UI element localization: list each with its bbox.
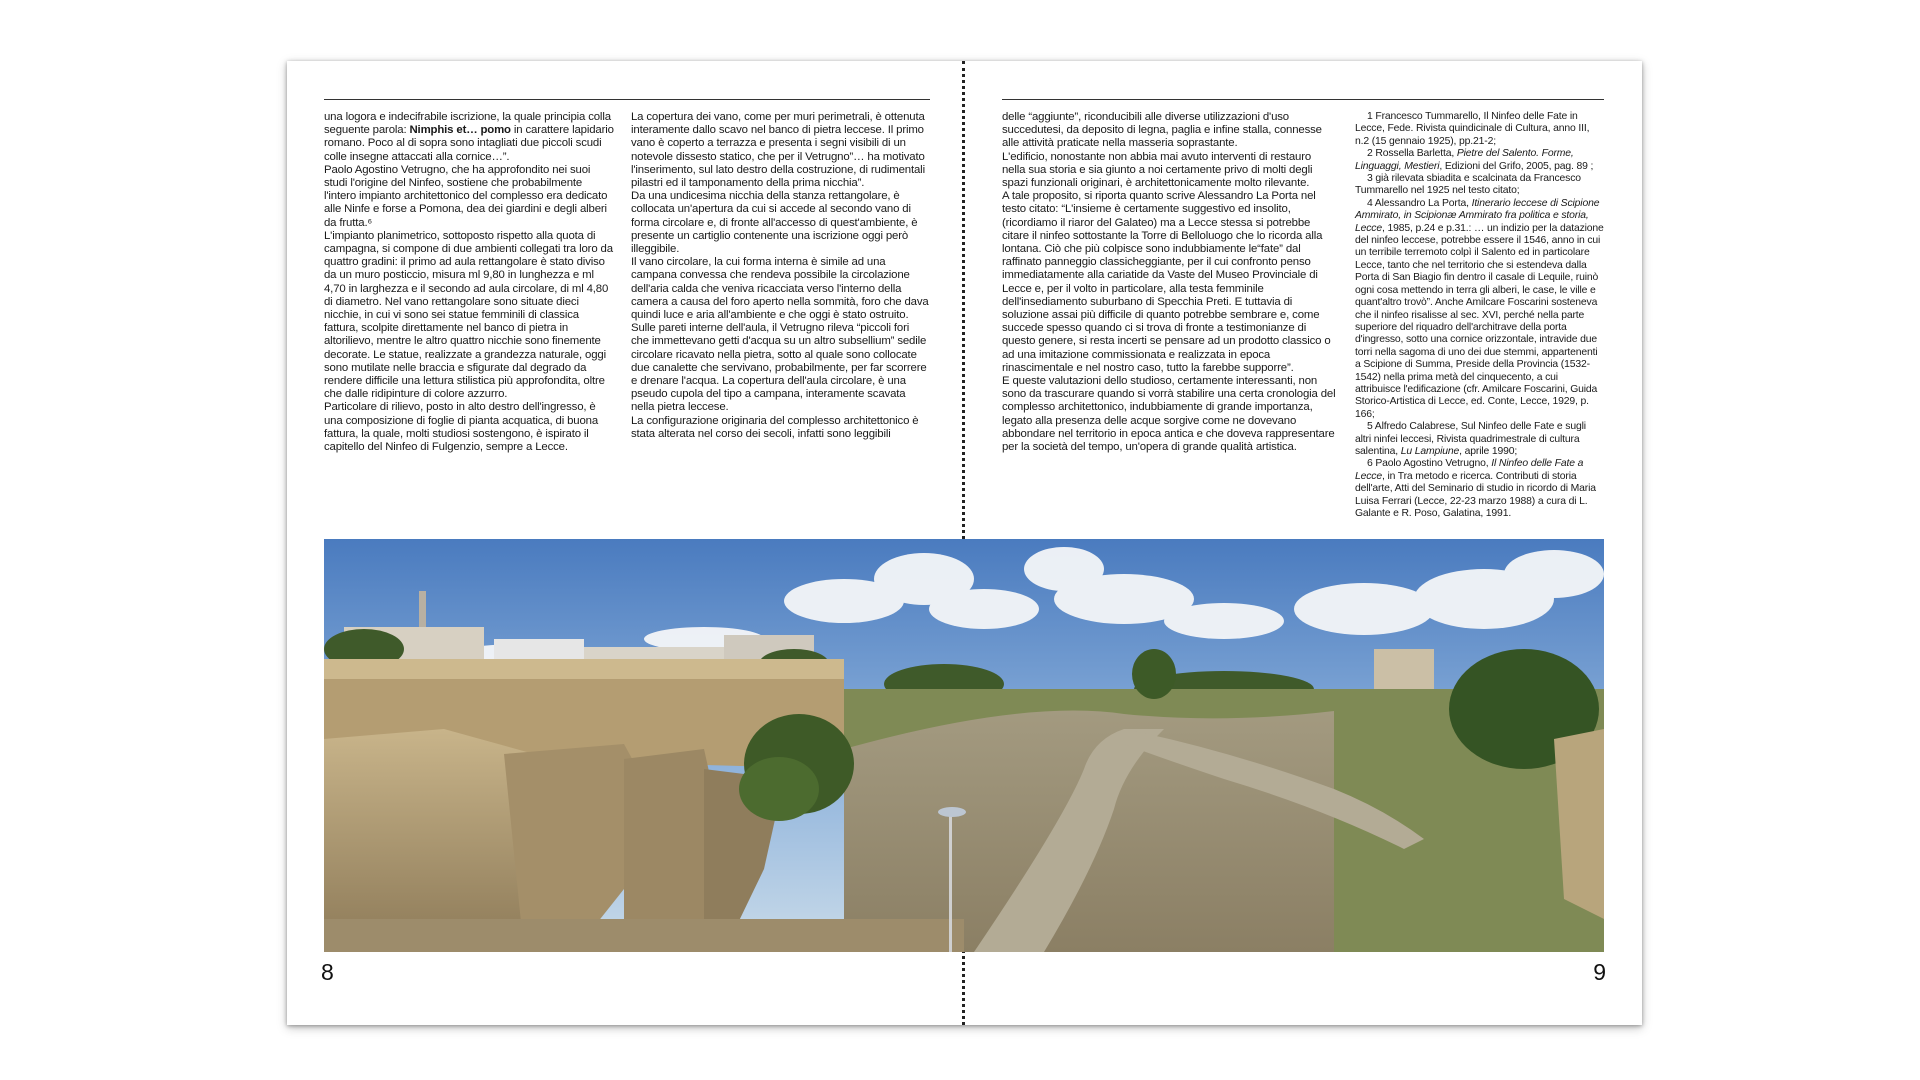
italic-title: Itinerario leccese di Scipione Ammirato, in Scipionæ Ammirato fra politica e storia, Lecce (1355, 197, 1600, 234)
footnote: 3 già rilevata sbiadita e scalcinata da Francesco Tummarello nel 1925 nel testo citato; (1355, 173, 1581, 197)
paragraph (324, 111, 616, 164)
footnote (1355, 148, 1604, 173)
text-run: , Edizioni del Grifo, 2005, pag. 89 ; (1439, 160, 1594, 172)
footnote (1355, 421, 1604, 458)
italic-title: Lu Lampiune (1400, 445, 1460, 457)
paragraph: La copertura dei vano, come per muri perimetrali, è ottenuta interamente dallo scavo nel banco di pietra leccese. Il primo vano è coperto a terrazza e presenta i segni visibili di un notevole dissesto statico, che per il Vetrugno”… ha motivato l'inserimento, sul lato destro della costruzione, di rudimentali pilastri ed il tamponamento della prima nicchia”. (631, 111, 925, 190)
italic-title: Il Ninfeo delle Fate a Lecce (1355, 458, 1584, 482)
page-number-left: 8 (321, 959, 334, 985)
text-run: , 1985, p.24 e p.31.: … un indizio per la datazione del ninfeo leccese, potrebbe essere il 1546, anno in cui un terribile terremoto colpì il Salento ed in particolare Lecce, tanto che nel territorio che si estendeva dalla Porta di San Biagio fin dentro il casale di Lequile, ruinò ogni cosa mettendo in terra gli alberi, le case, le ville e quant'altro trovò”. Anche Amilcare Foscarini sosteneva che il ninfeo risalisse al sec. XVI, perché nella parte superiore del riquadro dell'architrave della porta d'ingresso, sotto una cornice orizzontale, intravide due torri nella sagoma di uno dei due stemmi, appartenenti a Scipione di Summa, Preside della Provincia (1532-1542) nella prima metà del cinquecento, a cui attribuisce l'edificazione (cfr. Amilcare Foscarini, Guida Storico-Artistica di Lecce, ed. Conte, Lecce, 1929, p. 166; (1355, 222, 1604, 420)
paragraph: Paolo Agostino Vetrugno, che ha approfondito nei suoi studi l'origine del Ninfeo, sostiene che probabilmente l'intero impianto architettonico del complesso era dedicato alle Ninfe e forse a Pomona, dea dei giardini e degli alberi da frutta.⁶ (324, 163, 608, 229)
footnote (1355, 198, 1604, 421)
paragraph: Particolare di rilievo, posto in alto destro dell'ingresso, è una composizione di foglie di pianta acquatica, di buona fattura, la quale, molti studiosi sostengono, è ispirato il capitello del Ninfeo di Fulgenzio, sempre a Lecce. (324, 401, 599, 454)
footnote: 1 Francesco Tummarello, Il Ninfeo delle Fate in Lecce, Fede. Rivista quindicinale di Cultura, anno III, n.2 (15 gennaio 1925), pp.21-2; (1355, 111, 1590, 147)
text-column-1 (324, 111, 616, 454)
footnote (1355, 458, 1604, 520)
paragraph: A tale proposito, si riporta quanto scrive Alessandro La Porta nel testo citato: “L'insieme è certamente suggestivo ed insolito, (ricordiamo il riaror del Galateo) ma a Lecce stessa si potrebbe citare il ninfeo sottostante la Torre di Belloluogo che lo ricorda alla lontana. Ciò che più colpisce sono indubbiamente le“fate” dal raffinato panneggio classicheggiante, per il cui confronto penso immediatamente alla cariatide da Vaste del Museo Provinciale di Lecce e, per il volto in particolare, alla testa femminile dell'insediamento suburbano di Specchia Preti. E tuttavia di soluzione assai più difficile di quanto potrebbe sembrare e, come succede spesso quando ci si trova di fronte a testimonianze di questo genere, si resta incerti se pensare ad un prodotto classico o ad una imitazione commissionata e realizzata in epoca rinascimentale e nel nostro caso, tutto la farebbe supporre”. (1002, 190, 1331, 374)
magazine-spread (287, 61, 1642, 1025)
page-number-right: 9 (1593, 959, 1606, 985)
paragraph: delle “aggiunte”, riconducibili alle diverse utilizzazioni d'uso succedutesi, da deposito di legna, paglia e infine stalla, connesse alle attività praticate nella masseria soprastante. (1002, 111, 1322, 150)
text-run: 5 Alfredo Calabrese, Sul Ninfeo delle Fate e sugli altri ninfei leccesi, Rivista quadrimestrale di cultura salentina, (1355, 421, 1586, 457)
inscription-bold: Nimphis et… pomo (409, 124, 511, 137)
paragraph: E queste valutazioni dello studioso, certamente interessanti, non sono da trascurare quando si vorrà stabilire una certa cronologia del complesso architettonico, indubbiamente di grande importanza, legato alla presenza delle acque sorgive come ne dovevano abbondare nel territorio in epoca antica e che doveva rappresentare per la società del tempo, un'opera di grande qualità artistica. (1002, 375, 1336, 454)
paragraph: Il vano circolare, la cui forma interna è simile ad una campana convessa che rendeva possibile la circolazione dell'aria calda che veniva ricacciata verso l'interno della camera a causa del foro aperto nella sommità, foro che dava quindi luce e aria all'ambiente e che oggi è stato ostruito. Sulle pareti interne dell'aula, il Vetrugno rileva “piccoli fori che immettevano getti d'acqua su un altro subsellium” sedile circolare ricavato nella pietra, sotto al quale sono collocate due canalette che servivano, probabilmente, per far scorrere e drenare l'acqua. La copertura dell'aula circolare, è una pseudo cupola del tipo a campana, interamente scavata nella pietra leccese. (631, 256, 929, 414)
text-run: 6 Paolo Agostino Vetrugno, (1367, 458, 1492, 470)
paragraph: L'impianto planimetrico, sottoposto rispetto alla quota di campagna, si compone di due ambienti collegati tra loro da quattro gradini: il primo ad aula rettangolare è stato diviso da un muro posticcio, misura ml 9,80 in lunghezza e ml 4,70 in larghezza e il secondo ad aula circolare, di ml 4,80 di diametro. Nel vano rettangolare sono situate dieci nicchie, in cui vi sono sei statue femminili di classica fattura, scolpite direttamente nel banco di pietra in altorilievo, mentre le altro quattro nicchie sono finemente decorate. Le statue, realizzate a grandezza naturale, oggi sono mutilate nelle braccia e sfigurate dal degrado da rendere difficile una lettura stilistica più approfondita, oltre che dalle ridipinture di colore azzurro. (324, 229, 613, 401)
text-run: 2 Rossella Barletta, (1367, 148, 1457, 160)
paragraph: L'edificio, nonostante non abbia mai avuto interventi di restauro nella sua storia e sia giunto a noi certamente privo di molti degli spazi funzionali originari, è architettonicamente molto rilevante. (1002, 150, 1313, 190)
header-rule-right (1002, 99, 1604, 100)
paragraph: Da una undicesima nicchia della stanza rettangolare, è collocata un'apertura da cui si accede al secondo vano di forma circolare e, di fronte all'accesso di quest'ambiente, è presente un cartiglio contenente una iscrizione oggi però illeggibile. (631, 190, 918, 256)
footnotes-column (1355, 111, 1604, 520)
text-run: , in Tra metodo e ricerca. Contributi di storia dell'arte, Atti del Seminario di studio in ricordo di Maria Luisa Ferrari (Lecce, 22-23 marzo 1988) a cura di L. Galante e R. Poso, Galatina, 1991. (1355, 470, 1596, 519)
text-column-2 (631, 111, 930, 441)
italic-title: Pietre del Salento. Forme, Linguaggi, Mestieri (1355, 148, 1574, 172)
paragraph: La configurazione originaria del complesso architettonico è stata alterata nel corso dei secoli, infatti sono leggibili (631, 414, 919, 440)
text-run: , aprile 1990; (1459, 445, 1518, 457)
header-rule-left (324, 99, 930, 100)
panorama-photo (324, 539, 1604, 952)
text-run: in carattere lapidario romano. Poco al di sopra sono intagliati due piccoli scudi colle insegne attaccati alla cornice…”. (324, 124, 614, 163)
text-run: 4 Alessandro La Porta, (1367, 197, 1472, 209)
text-column-3 (1002, 111, 1336, 454)
text-run: una logora e indecifrabile iscrizione, la quale principia colla seguente parola: (324, 111, 611, 137)
